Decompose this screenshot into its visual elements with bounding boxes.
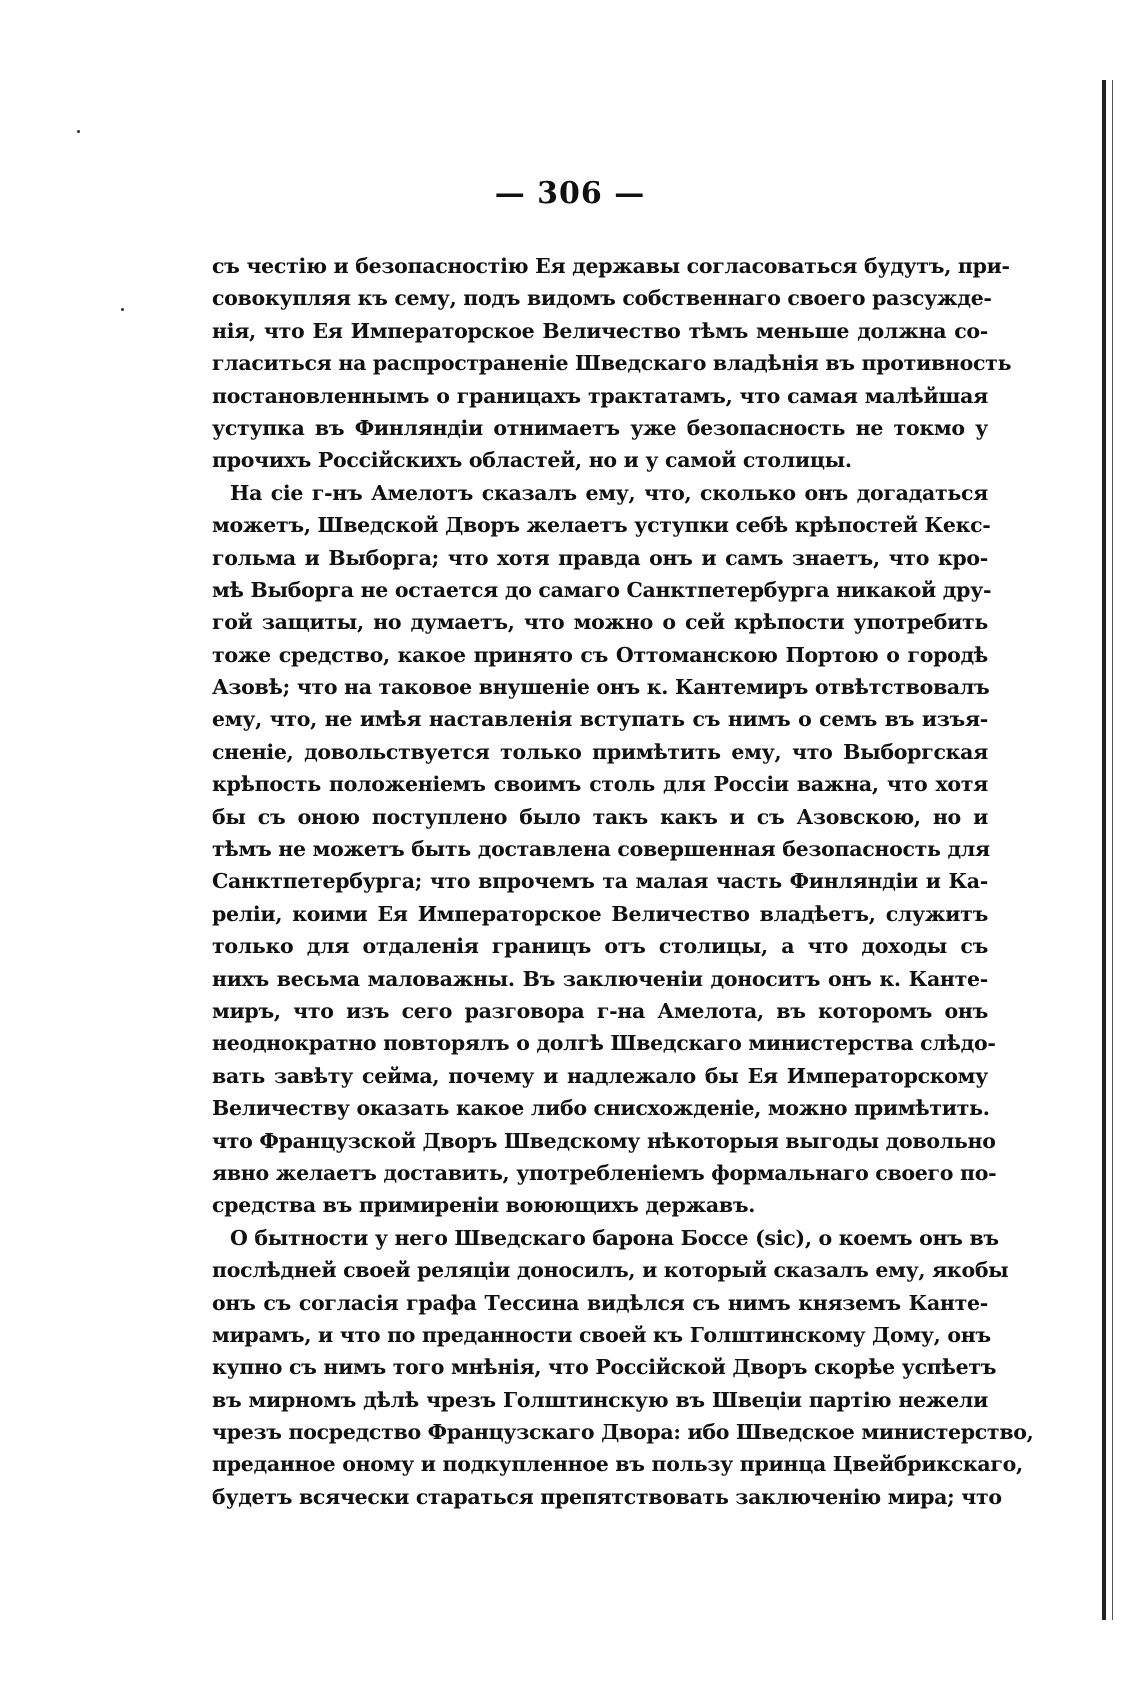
scan-speck (121, 308, 124, 311)
text-line: чрезъ посредство Французскаго Двора: ибо Шведское министерство, (212, 1420, 1034, 1445)
text-line: купно съ нимъ того мнѣнія, что Россійской Дворъ скорѣе успѣетъ (212, 1355, 997, 1380)
text-line: Азовѣ; что на таковое внушеніе онъ к. Кантемиръ отвѣтствовалъ (212, 675, 990, 700)
text-line: нихъ весьма маловажны. Въ заключеніи доноситъ онъ к. Канте- (212, 966, 988, 991)
text-line: гласиться на распространеніе Шведскаго владѣнія въ противность (212, 351, 1012, 376)
text-line: реліи, коими Ея Императорское Величество владѣетъ, служитъ (212, 901, 988, 926)
text-line: тоже средство, какое принято съ Оттоманскою Портою о городѣ (212, 642, 988, 667)
text-line: мѣ Выборга не остается до самаго Санктпетербурга никакой дру- (212, 577, 992, 602)
text-line: О бытности у него Шведскаго барона Боссе (sic), о коемъ онъ въ (230, 1225, 999, 1250)
text-line: явно желаетъ доставить, употребленіемъ формальнаго своего по- (212, 1160, 997, 1185)
text-line: бы съ оною поступлено было такъ какъ и съ Азовскою, но и (212, 804, 988, 829)
text-line: только для отдаленія границъ отъ столицы, а что доходы съ (212, 934, 988, 959)
text-line: послѣдней своей реляціи доносилъ, и который сказалъ ему, якобы (212, 1258, 1009, 1283)
text-line: можетъ, Шведской Дворъ желаетъ уступки себѣ крѣпостей Кекс- (212, 513, 991, 538)
text-line: вать завѣту сейма, почему и надлежало бы Ея Императорскому (212, 1063, 988, 1088)
text-line: нія, что Ея Императорское Величество тѣмъ меньше должна со- (212, 318, 988, 343)
text-line: онъ съ согласія графа Тессина видѣлся съ нимъ княземъ Канте- (212, 1290, 988, 1315)
text-line: постановленнымъ о границахъ трактатамъ, что самая малѣйшая (212, 383, 988, 408)
text-line: крѣпость положеніемъ своимъ столь для Россіи важна, что хотя (212, 772, 988, 797)
scan-page-edge-thin (1112, 80, 1113, 1620)
text-line: средства въ примиреніи воюющихъ державъ. (212, 1193, 756, 1218)
scan-speck (77, 130, 80, 133)
text-line: ему, что, не имѣя наставленія вступать съ нимъ о семъ въ изъя- (212, 707, 988, 732)
text-line: въ мирномъ дѣлѣ чрезъ Голштинскую въ Швеціи партію нежели (212, 1387, 988, 1412)
text-line: мирамъ, и что по преданности своей къ Голштинскому Дому, онъ (212, 1322, 991, 1347)
page-number: — 306 — (494, 176, 646, 211)
text-line: гой защиты, но думаетъ, что можно о сей крѣпости употребить (212, 610, 988, 635)
scan-page-edge (1102, 80, 1106, 1620)
text-line: прочихъ Россійскихъ областей, но и у самой столицы. (212, 448, 852, 473)
text-line: Величеству оказать какое либо снисхожденіе, можно примѣтить. (212, 1096, 990, 1121)
text-line: гольма и Выборга; что хотя правда онъ и самъ знаетъ, что кро- (212, 545, 988, 570)
text-line: сненіе, довольствуется только примѣтить ему, что Выборгская (212, 739, 988, 764)
text-line: На сіе г-нъ Амелотъ сказалъ ему, что, сколько онъ догадаться (230, 480, 988, 505)
text-line: совокупляя къ сему, подъ видомъ собственнаго своего разсужде- (212, 286, 992, 311)
text-line: будетъ всячески стараться препятствовать заключенію мира; что (212, 1484, 1002, 1509)
text-line: уступка въ Финляндіи отнимаетъ уже безопасность не токмо у (212, 415, 988, 440)
text-line: Санктпетербурга; что впрочемъ та малая часть Финляндіи и Ка- (212, 869, 988, 894)
text-line: миръ, что изъ сего разговора г-на Амелота, въ которомъ онъ (212, 998, 988, 1023)
text-line: съ честію и безопасностію Ея державы согласоваться будутъ, при- (212, 254, 1010, 278)
text-line: тѣмъ не можетъ быть доставлена совершенная безопасность для (212, 837, 990, 862)
text-line: что Французской Дворъ Шведскому нѣкоторыя выгоды довольно (212, 1128, 996, 1153)
page-text (212, 250, 1034, 1513)
text-line: преданное оному и подкупленное въ пользу принца Цвейбрикскаго, (212, 1452, 1023, 1477)
text-line: неоднократно повторялъ о долгѣ Шведскаго министерства слѣдо- (212, 1031, 996, 1056)
